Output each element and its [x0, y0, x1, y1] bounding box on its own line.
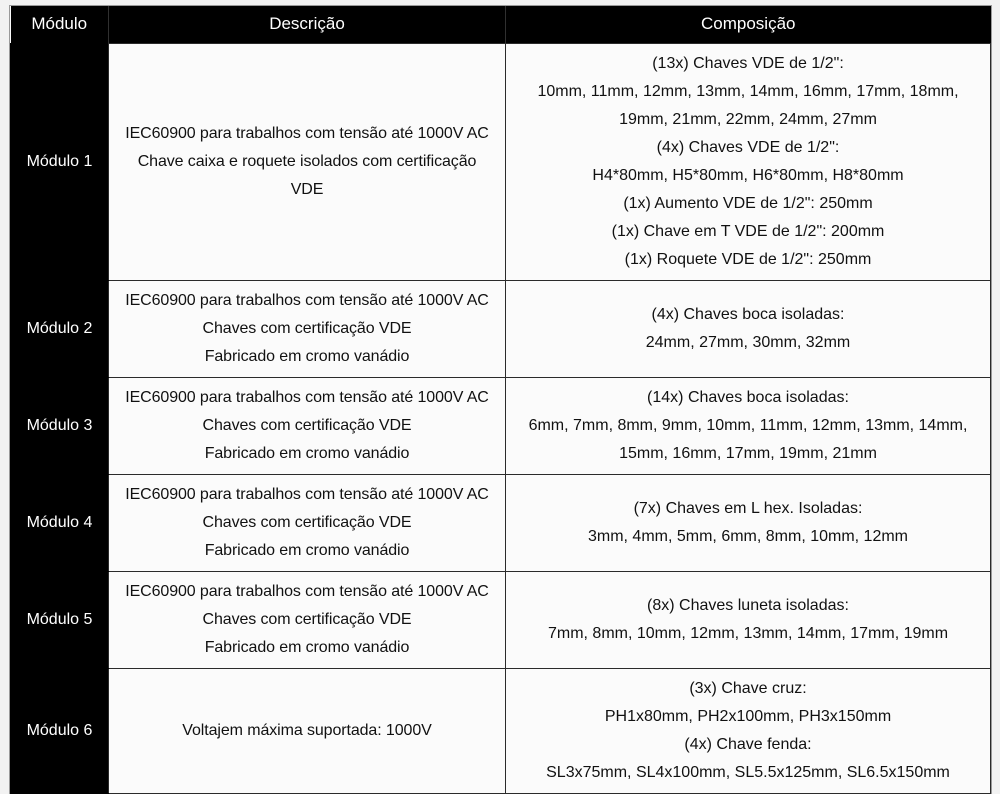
module-composition-cell: [506, 572, 991, 669]
table-row: [11, 44, 991, 281]
description-line: VDE: [290, 181, 324, 198]
table-header: [11, 6, 991, 44]
composition-line: (14x) Chaves boca isoladas:: [647, 389, 849, 406]
module-name-cell: Módulo 5: [11, 572, 109, 669]
module-composition-cell: [506, 378, 991, 475]
description-line: Fabricado em cromo vanádio: [204, 639, 410, 656]
description-line: Chaves com certificação VDE: [202, 417, 412, 434]
module-composition-cell: [506, 475, 991, 572]
description-line: Fabricado em cromo vanádio: [204, 445, 410, 462]
description-line: Chave caixa e roquete isolados com certificação: [137, 153, 477, 170]
composition-line: SL3x75mm, SL4x100mm, SL5.5x125mm, SL6.5x150mm: [546, 764, 950, 781]
table-row: [11, 378, 991, 475]
description-line: Voltajem máxima suportada: 1000V: [182, 722, 432, 739]
composition-line: (13x) Chaves VDE de 1/2":: [652, 55, 844, 72]
column-header-module: Módulo: [11, 6, 109, 44]
column-header-description: Descrição: [109, 6, 506, 44]
module-name-cell: Módulo 6: [11, 669, 109, 794]
composition-line: 6mm, 7mm, 8mm, 9mm, 10mm, 11mm, 12mm, 13mm, 14mm,: [528, 417, 968, 434]
description-line: Fabricado em cromo vanádio: [204, 542, 410, 559]
module-specification-table: [10, 6, 991, 794]
description-line: IEC60900 para trabalhos com tensão até 1000V AC: [125, 389, 489, 406]
module-description-cell: [109, 475, 506, 572]
description-line: Chaves com certificação VDE: [202, 514, 412, 531]
module-description-cell: [109, 669, 506, 794]
module-name-cell: Módulo 4: [11, 475, 109, 572]
table-body: [11, 44, 991, 794]
composition-line: (3x) Chave cruz:: [689, 680, 807, 697]
composition-line: (4x) Chave fenda:: [684, 736, 812, 753]
composition-line: (4x) Chaves boca isoladas:: [651, 306, 845, 323]
composition-line: 7mm, 8mm, 10mm, 12mm, 13mm, 14mm, 17mm, 19mm: [547, 625, 949, 642]
module-description-cell: [109, 281, 506, 378]
module-name-cell: Módulo 3: [11, 378, 109, 475]
description-line: Chaves com certificação VDE: [202, 320, 412, 337]
composition-line: 19mm, 21mm, 22mm, 24mm, 27mm: [619, 111, 877, 128]
module-composition-cell: [506, 44, 991, 281]
composition-line: 15mm, 16mm, 17mm, 19mm, 21mm: [619, 445, 877, 462]
composition-line: (7x) Chaves em L hex. Isoladas:: [633, 500, 863, 517]
composition-line: 10mm, 11mm, 12mm, 13mm, 14mm, 16mm, 17mm, 18mm,: [537, 83, 959, 100]
table-row: [11, 281, 991, 378]
table-row: [11, 572, 991, 669]
composition-line: PH1x80mm, PH2x100mm, PH3x150mm: [604, 708, 892, 725]
composition-line: 3mm, 4mm, 5mm, 6mm, 8mm, 10mm, 12mm: [587, 528, 909, 545]
column-header-composition: Composição: [506, 6, 991, 44]
description-line: Fabricado em cromo vanádio: [204, 348, 410, 365]
composition-line: 24mm, 27mm, 30mm, 32mm: [645, 334, 851, 351]
description-line: IEC60900 para trabalhos com tensão até 1000V AC: [125, 125, 489, 142]
table-header-row: [11, 6, 991, 44]
table-row: [11, 669, 991, 794]
composition-line: H4*80mm, H5*80mm, H6*80mm, H8*80mm: [592, 167, 904, 184]
module-name-cell: Módulo 2: [11, 281, 109, 378]
description-line: Chaves com certificação VDE: [202, 611, 412, 628]
composition-line: (4x) Chaves VDE de 1/2":: [656, 139, 840, 156]
composition-line: (1x) Aumento VDE de 1/2": 250mm: [623, 195, 873, 212]
composition-line: (8x) Chaves luneta isoladas:: [647, 597, 849, 614]
module-description-cell: [109, 44, 506, 281]
description-line: IEC60900 para trabalhos com tensão até 1000V AC: [125, 292, 489, 309]
composition-line: (1x) Chave em T VDE de 1/2": 200mm: [611, 223, 885, 240]
description-line: IEC60900 para trabalhos com tensão até 1000V AC: [125, 583, 489, 600]
module-composition-cell: [506, 669, 991, 794]
composition-line: (1x) Roquete VDE de 1/2": 250mm: [624, 251, 872, 268]
module-composition-cell: [506, 281, 991, 378]
description-line: IEC60900 para trabalhos com tensão até 1000V AC: [125, 486, 489, 503]
table-row: [11, 475, 991, 572]
module-description-cell: [109, 378, 506, 475]
module-description-cell: [109, 572, 506, 669]
module-name-cell: Módulo 1: [11, 44, 109, 281]
